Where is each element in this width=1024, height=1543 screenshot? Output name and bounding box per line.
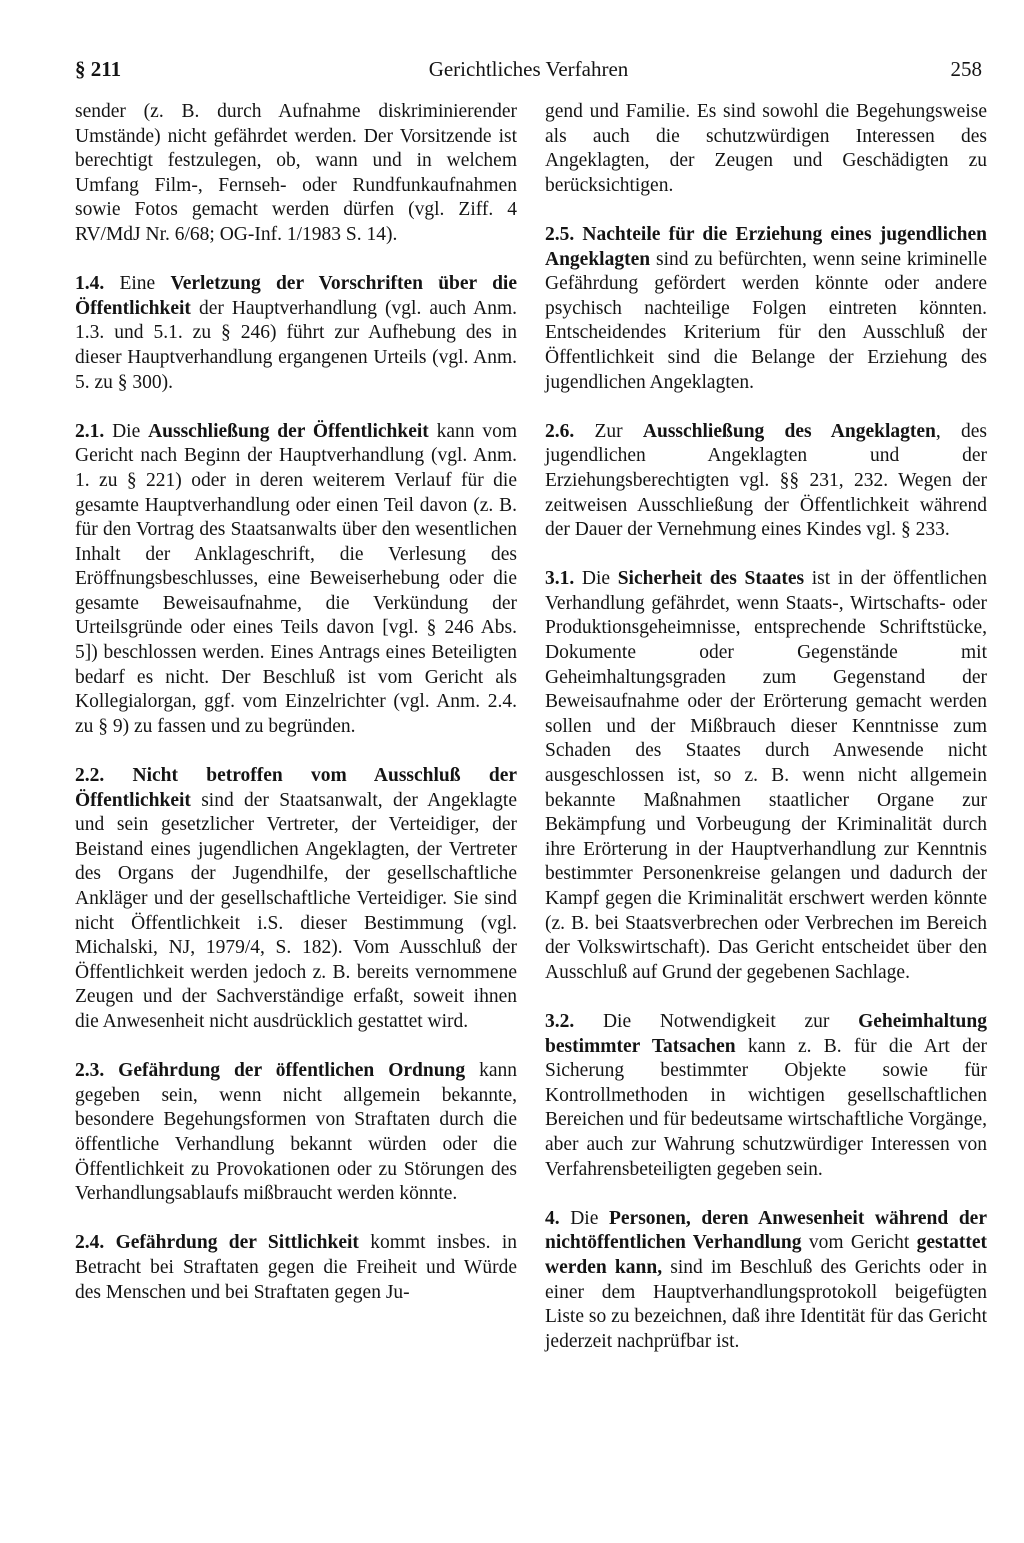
body-text: der Hauptverhandlung (vgl. auch Anm. 1.3. und 5.1. zu § 246) führt zur Aufhebung des in dieser Hauptverhandlung ergangenen Urteils (vgl. Anm. 5. zu § 300). — [75, 297, 517, 393]
bold-text: 2.2. Nicht betroffen vom Ausschluß der Öffentlichkeit — [75, 765, 517, 811]
paragraph — [545, 1207, 987, 1355]
bold-text: gestattet werden kann, — [545, 1232, 988, 1278]
bold-text: 1.4. — [75, 273, 105, 295]
bold-text: Geheimhaltung bestimmter Tatsachen — [545, 1010, 987, 1057]
body-text: Zur — [574, 420, 643, 442]
paragraph — [545, 567, 987, 985]
bold-text: 2.5. Nachteile für die Erziehung eines jugendlichen Angeklagten — [545, 223, 987, 270]
paragraph — [545, 1010, 987, 1182]
body-text: Eine — [104, 273, 171, 295]
bold-text: Ausschließung des Angeklagten — [642, 420, 936, 442]
body-text: kommt insbes. in Betracht bei Straftaten gegen die Freiheit und Würde des Menschen und bei Straftaten gegen Ju- — [75, 1232, 518, 1303]
body-text: , des jugendlichen Angeklagten und der Erziehungsberechtigten vgl. §§ 231, 232. Wegen der zeitweisen Ausschließung der Öffentlichkeit während der Dauer der Vernehmung eines Kindes vgl. § 233. — [545, 420, 988, 541]
bold-text: Verletzung der Vorschriften über die Öffentlichkeit — [75, 273, 517, 319]
running-title: Gerichtliches Verfahren — [428, 57, 629, 81]
paragraph — [75, 272, 517, 395]
body-text: sind zu befürchten, wenn seine kriminelle Gefährdung gefördert werden könnte oder andere psychisch nachteilige Folgen eintreten könnten. Entscheidendes Kriterium für den Ausschluß der Öffentlichkeit sind die Belange der Erziehung des jugendlichen Angeklagten. — [545, 248, 987, 393]
body-text: sind der Staatsanwalt, der Angeklagte und sein gesetzlicher Vertreter, der Verteidiger, der Beistand eines jugendlichen Angeklagten, der Vertreter des Organs der Jugendhilfe, der gesellschaftliche Ankläger und der gesellschaftliche Verteidiger. Sie sind nicht Öffentlichkeit i.S. dieser Bestimmung (vgl. Michalski, NJ, 1979/4, S. 182). Vom Ausschluß der Öffentlichkeit werden jedoch z. B. bereits vernommene Zeugen und der Sachverständige erfaßt, soweit ihnen die Anwesenheit nicht ausdrücklich gestattet wird. — [75, 789, 517, 1032]
body-text: kann vom Gericht nach Beginn der Hauptverhandlung (vgl. Anm. 1. zu § 221) oder in deren weiterem Verlauf für die gesamte Hauptverhandlung oder einen Teil davon (z. B. für den Vortrag des Staatsanwalts über den wesentlichen Inhalt der Anklageschrift, die Verlesung des Eröffnungsbeschlusses, eine Beweiserhebung oder die gesamte Beweisaufnahme, die Verkündung der Urteilsgründe oder eines Teils davon [vgl. § 246 Abs. 5]) beschlossen werden. Eines Antrags eines Beteiligten bedarf es nicht. Der Beschluß ist vom Gericht als Kollegialorgan, ggf. vom Einzelrichter (vgl. Anm. 2.4. zu § 9) zu fassen und zu begründen. — [75, 420, 518, 737]
body-text: vom Gericht — [801, 1232, 917, 1254]
bold-text: 2.6. — [545, 420, 575, 442]
body-text: Die — [574, 568, 618, 590]
body-text: Die — [559, 1207, 609, 1229]
body-text: kann gegeben sein, wenn nicht allgemein bekannte, besondere Begehungsformen von Straftaten durch die öffentliche Verhandlung bekannt würden oder die Öffentlichkeit zu Provokationen oder zu Störungen des Verhandlungsablaufs mißbraucht werden könnte. — [75, 1060, 517, 1205]
body-text: Die — [104, 420, 149, 442]
body-text: ist in der öffentlichen Verhandlung gefährdet, wenn Staats-, Wirtschafts- oder Produktionsgeheimnisse, entsprechende Schriftstücke, Dokumente oder Gegenstände mit Geheimhaltungsgraden zum Gegenstand der Beweisaufnahme oder der Erörterung gemacht werden sollen und der Mißbrauch dieser Kenntnisse zum Schaden des Staates durch Anwesende nicht ausgeschlossen ist, so z. B. wenn nicht allgemein bekannte Maßnahmen staatlicher Organe zur Bekämpfung und Vorbeugung der Kriminalität durch ihre Erörterung in der Hauptverhandlung zur Kenntnis bestimmter Personenkreise gelangen und dadurch der Kampf gegen die Kriminalität erschwert werden könnte (z. B. bei Staatsverbrechen oder Verbrechen im Bereich der Volkswirtschaft). Das Gericht entscheidet über den Ausschluß auf Grund der gegebenen Sachlage. — [545, 568, 988, 983]
bold-text: Ausschließung der Öffentlichkeit — [148, 420, 429, 442]
bold-text: Sicherheit des Staates — [617, 568, 805, 590]
paragraph — [75, 420, 517, 740]
bold-text: 4. — [545, 1207, 560, 1229]
bold-text: 3.2. — [545, 1010, 575, 1032]
bold-text: Personen, deren Anwesenheit während der nichtöffentlichen Verhandlung — [545, 1207, 987, 1254]
body-text: sind im Beschluß des Gerichts oder in einer dem Hauptverhandlungsprotokoll beigefügten Liste so zu bezeichnen, daß ihre Identität für das Gericht jederzeit nachprüfbar ist. — [545, 1256, 987, 1352]
section-number: § 211 — [75, 57, 122, 81]
paragraph — [545, 420, 987, 543]
paragraph — [75, 1059, 517, 1207]
bold-text: 2.4. Gefährdung der Sittlichkeit — [75, 1232, 359, 1254]
paragraph — [545, 223, 987, 395]
left-column — [75, 100, 517, 1305]
body-text: gend und Familie. Es sind sowohl die Begehungsweise als auch die schutzwürdigen Interessen des Angeklagten, der Zeugen und Geschädigten zu berücksichtigen. — [545, 101, 987, 196]
body-text: Die Notwendigkeit zur — [574, 1010, 859, 1032]
body-text: kann z. B. für die Art der Sicherung bestimmter Objekte sowie für Kontrollmethoden in wichtigen gesellschaftlichen Bereichen und für bedeutsame wirtschaftliche Vorgänge, aber auch zur Wahrung schutzwürdiger Interessen von Verfahrensbeteiligten gegeben sein. — [545, 1035, 987, 1180]
bold-text: 2.1. — [75, 420, 105, 442]
right-column — [545, 100, 987, 1354]
paragraph — [75, 764, 517, 1035]
page-header — [75, 52, 982, 86]
body-text: sender (z. B. durch Aufnahme diskriminierender Umstände) nicht gefährdet werden. Der Vorsitzende ist berechtigt festzulegen, ob, wann und in welchem Umfang Film-, Fernseh- oder Rundfunkaufnahmen sowie Fotos gemacht werden dürfen (vgl. Ziff. 4 RV/MdJ Nr. 6/68; OG-Inf. 1/1983 S. 14). — [75, 101, 517, 245]
bold-text: 3.1. — [545, 568, 575, 590]
paragraph — [75, 100, 517, 248]
paragraph — [75, 1231, 517, 1305]
page-number: 258 — [950, 57, 982, 81]
paragraph — [545, 100, 987, 198]
bold-text: 2.3. Gefährdung der öffentlichen Ordnung — [75, 1060, 466, 1082]
